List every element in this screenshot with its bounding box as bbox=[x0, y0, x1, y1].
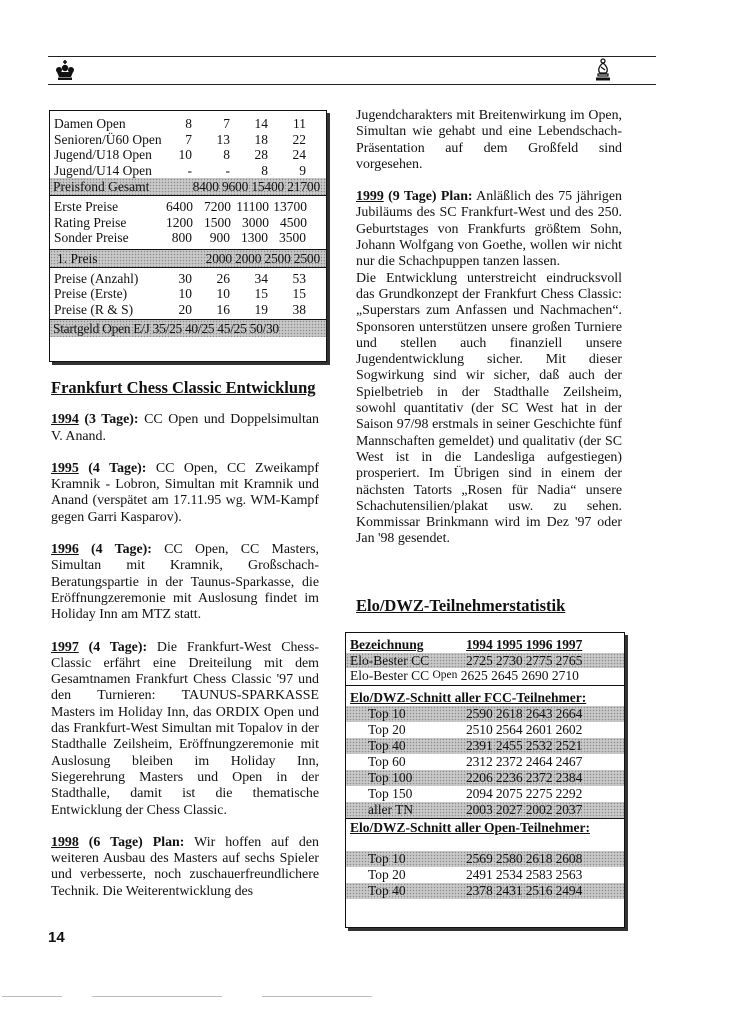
entry-text: CC Open, CC Masters, Simultan mit Kramnik, Großschach-Beratungspartie in der Taunus-Sparkasse, die Eröffnungzeremonie mit Auslosung findet im Holiday Inn am MTZ statt. bbox=[51, 542, 319, 623]
prize-value: 800 bbox=[171, 230, 192, 245]
prize-value: 1300 bbox=[241, 230, 268, 245]
stats-row bbox=[346, 786, 624, 802]
prize-count-row bbox=[50, 286, 326, 302]
entry-text: CC Open und Doppelsimultan V. Anand. bbox=[51, 412, 319, 444]
elo-best-open-label: Elo-Bester CC bbox=[350, 668, 430, 683]
footer-rule-left bbox=[2, 996, 62, 997]
preisfond-label: Preisfond Gesamt bbox=[53, 179, 150, 194]
prize-rows-c bbox=[50, 271, 326, 318]
section2-rows bbox=[346, 851, 624, 899]
prize-value: - bbox=[225, 162, 230, 178]
prize-value: 20 bbox=[178, 301, 192, 317]
section2-title: Elo/DWZ-Schnitt aller Open-Teilnehmer: bbox=[346, 818, 624, 836]
prize-value: 13 bbox=[216, 131, 230, 147]
prize-value: - bbox=[187, 162, 192, 178]
prize-value: 7 bbox=[223, 116, 230, 131]
stats-table bbox=[345, 632, 625, 928]
section1-rows bbox=[346, 706, 624, 818]
stats-header-row bbox=[346, 637, 624, 653]
stats-row bbox=[346, 867, 624, 883]
prize-value: 1500 bbox=[204, 214, 231, 230]
year-1999: 1999 bbox=[356, 189, 384, 205]
stats-row-values: 2569 2580 2618 2608 bbox=[466, 851, 583, 866]
preisfond-values: 8400 9600 15400 21700 bbox=[192, 179, 320, 194]
stats-row-label: Top 10 bbox=[368, 706, 406, 721]
stats-row-label: Top 40 bbox=[368, 883, 406, 898]
prize-count-row bbox=[50, 302, 326, 318]
entry-year: 1994 bbox=[51, 412, 79, 428]
entry-lead: (4 Tage): bbox=[78, 639, 148, 655]
prize-amount-row bbox=[50, 199, 326, 215]
prize-label: Jugend/U18 Open bbox=[54, 147, 152, 162]
chess-bishop-icon bbox=[594, 58, 612, 86]
prize-value: 3000 bbox=[242, 214, 269, 230]
entry-text: CC Open, CC Zweikampf Kramnik - Lobron, Simultan mit Kramnik und Anand (verspätet am 17.11.95 wg. WM-Kampf gegen Garri Kasparov). bbox=[51, 460, 320, 525]
development-entry-1994 bbox=[51, 412, 319, 445]
prize-rows-a bbox=[50, 116, 326, 178]
elo-best-cc-values: 2725 2730 2775 2765 bbox=[466, 652, 583, 668]
prize-value: 1200 bbox=[166, 214, 193, 230]
prize-rows-b bbox=[50, 199, 326, 246]
lead-1999: (9 Tage) Plan: bbox=[383, 189, 473, 205]
prize-value: 10 bbox=[178, 286, 192, 301]
prize-value: 18 bbox=[254, 131, 268, 147]
startgeld-row bbox=[50, 319, 326, 337]
stats-row bbox=[346, 754, 624, 770]
entry-year: 1996 bbox=[51, 542, 79, 558]
stats-header-values: 1994 1995 1996 1997 bbox=[466, 637, 583, 652]
entry-year: 1998 bbox=[51, 834, 79, 850]
elo-best-cc-row bbox=[346, 653, 624, 669]
entry-lead: (4 Tage): bbox=[78, 460, 147, 476]
stats-row bbox=[346, 883, 624, 899]
first-prize-values: 2000 2000 2500 2500 bbox=[205, 250, 320, 266]
development-entry-1998 bbox=[51, 835, 319, 900]
entry-text: Wir hoffen auf den weiteren Ausbau des Masters auf sechs Spieler und verbesserte, noch zuschauerfreundlichere Technik. Die Weiterentwicklung des bbox=[51, 834, 319, 899]
entry-text: Die Frankfurt-West Chess-Classic erfährt eine Dreiteilung mit dem Gesamtnamen Frankfurt Chess Classic '97 und den Turnieren: TAUNUS-SPARKASSE Masters im Holiday Inn, das ORDIX Open und das Frankfurt-West Simultan mit Topalov in der Stadthalle Zeilsheim, Eröffnungzeremonie mit Auslosung bleiben im Holiday Inn, Siegerehrung Masters und Open in der Stadthalle, damit ist die thematische Entwicklung der Chess Classic. bbox=[51, 639, 320, 818]
prize-value: 22 bbox=[292, 131, 306, 147]
prize-label: Preise (Anzahl) bbox=[54, 270, 139, 286]
header-rule-top bbox=[48, 56, 656, 57]
prize-label: Jugend/U14 Open bbox=[54, 162, 152, 178]
prize-amount-row bbox=[50, 230, 326, 246]
prize-count-row bbox=[50, 271, 326, 287]
prize-table bbox=[49, 110, 327, 362]
stats-row-values: 2094 2075 2275 2292 bbox=[466, 786, 583, 801]
prize-label: Erste Preise bbox=[54, 199, 119, 214]
header-rule-bottom bbox=[48, 84, 656, 85]
prize-value: 19 bbox=[254, 301, 268, 317]
development-entries bbox=[51, 412, 319, 900]
category-row bbox=[50, 116, 326, 132]
stats-header-label: Bezeichnung bbox=[350, 637, 424, 652]
prize-value: 15 bbox=[292, 286, 306, 301]
stats-row-label: Top 20 bbox=[368, 722, 406, 737]
prize-value: 53 bbox=[292, 270, 306, 286]
elo-best-open-row bbox=[346, 668, 624, 686]
first-prize-row bbox=[50, 249, 326, 268]
prize-value: 14 bbox=[254, 116, 268, 131]
stats-row-label: Top 150 bbox=[368, 786, 413, 801]
entry-year: 1997 bbox=[51, 639, 79, 655]
first-prize-label: 1. Preis bbox=[57, 250, 98, 266]
stats-heading: Elo/DWZ-Teilnehmerstatistik bbox=[356, 596, 566, 615]
stats-row-values: 2003 2027 2002 2037 bbox=[466, 802, 583, 817]
stats-row-label: aller TN bbox=[368, 802, 414, 817]
startgeld-text: Startgeld Open E/J 35/25 40/25 45/25 50/30 bbox=[53, 321, 279, 336]
prize-label: Preise (R & S) bbox=[54, 301, 134, 317]
prize-value: 10 bbox=[178, 147, 192, 162]
entry-year: 1995 bbox=[51, 460, 79, 476]
prize-label: Rating Preise bbox=[54, 214, 127, 230]
stats-row bbox=[346, 722, 624, 738]
prize-value: 6400 bbox=[166, 199, 193, 214]
stats-row bbox=[346, 738, 624, 754]
prize-value: 7200 bbox=[204, 199, 231, 214]
development-entry-1995 bbox=[51, 461, 319, 526]
prize-value: 11 bbox=[293, 116, 306, 131]
chess-king-icon bbox=[53, 59, 77, 85]
prize-value: 8 bbox=[185, 116, 192, 131]
stats-row-values: 2378 2431 2516 2494 bbox=[466, 883, 583, 898]
stats-row-label: Top 10 bbox=[368, 851, 406, 866]
development-entry-1996 bbox=[51, 542, 319, 623]
development-heading: Frankfurt Chess Classic Entwicklung bbox=[51, 378, 316, 397]
stats-row bbox=[346, 851, 624, 867]
elo-best-open-suffix: Open bbox=[432, 669, 458, 681]
stats-row-values: 2590 2618 2643 2664 bbox=[466, 706, 583, 721]
prize-value: 7 bbox=[185, 131, 192, 147]
prize-label: Sonder Preise bbox=[54, 230, 129, 245]
prize-value: 3500 bbox=[279, 230, 306, 245]
section1-title: Elo/DWZ-Schnitt aller FCC-Teilnehmer: bbox=[350, 690, 587, 705]
prize-value: 10 bbox=[216, 286, 230, 301]
elo-best-cc-label: Elo-Bester CC bbox=[350, 652, 430, 668]
left-column bbox=[51, 380, 319, 916]
entry-lead: (6 Tage) Plan: bbox=[78, 834, 185, 850]
elo-best-open-values: 2625 2645 2690 2710 bbox=[460, 668, 579, 683]
stats-row-label: Top 60 bbox=[368, 754, 406, 769]
category-row bbox=[50, 163, 326, 179]
stats-row bbox=[346, 770, 624, 786]
entry-lead: (4 Tage): bbox=[78, 542, 152, 558]
prize-value: 9 bbox=[299, 162, 306, 178]
stats-row-values: 2491 2534 2583 2563 bbox=[466, 867, 583, 882]
prize-value: 13700 bbox=[273, 199, 307, 214]
prize-value: 34 bbox=[254, 270, 268, 286]
stats-row bbox=[346, 802, 624, 818]
prize-value: 28 bbox=[254, 147, 268, 162]
paragraph-1999 bbox=[356, 189, 622, 270]
prize-amount-row bbox=[50, 215, 326, 231]
prize-value: 8 bbox=[223, 147, 230, 162]
stats-row-values: 2312 2372 2464 2467 bbox=[466, 754, 583, 769]
prize-value: 26 bbox=[216, 270, 230, 286]
stats-row-label: Top 40 bbox=[368, 738, 406, 753]
preisfond-row bbox=[50, 178, 326, 195]
stats-row bbox=[346, 706, 624, 722]
prize-label: Damen Open bbox=[54, 116, 126, 131]
page-number: 14 bbox=[48, 929, 65, 946]
paragraph-development: Die Entwicklung unterstreicht eindrucksvoll das Grundkonzept der Frankfurt Chess Classic: „Superstars zum Anfassen und Nachmachen“. Sponsoren unterstützen unsere großen Turniere und stellen auch finanziell unsere Jugendentwicklung sicher. Mit dieser Sogwirkung sind wir sicher, daß auch der Spielbetrieb in der Stadthalle Zeilsheim, sowohl quantitativ (der SC West hat in der Saison 97/98 erstmals in seiner Geschichte fünf Mannschaften gemeldet) und qualitativ (der SC West ist in die Landesliga aufgestiegen) prosperiert. Im Übrigen sind in einem der nächsten Tatorts „Rosen für Nadia“ unsere Schachutensilien/plakat usw. zu sehen. Kommissar Brinkmann wird im Dez '97 oder Jan '98 gesendet. bbox=[356, 270, 622, 547]
prize-value: 900 bbox=[209, 230, 230, 245]
prize-label: Preise (Erste) bbox=[54, 286, 128, 301]
prize-value: 16 bbox=[216, 301, 230, 317]
prize-value: 38 bbox=[292, 301, 306, 317]
prize-value: 30 bbox=[178, 270, 192, 286]
prize-value: 11100 bbox=[236, 199, 269, 214]
prize-value: 4500 bbox=[280, 214, 307, 230]
prize-value: 8 bbox=[261, 162, 268, 178]
prize-value: 24 bbox=[292, 147, 306, 162]
category-row bbox=[50, 132, 326, 148]
prize-value: 15 bbox=[254, 286, 268, 301]
footer-rule-right bbox=[262, 996, 372, 997]
stats-row-label: Top 100 bbox=[368, 770, 413, 785]
footer-rule-mid bbox=[92, 996, 222, 997]
category-row bbox=[50, 147, 326, 163]
text-1999: Anläßlich des 75 jährigen Jubiläums des SC Frankfurt-West und des 250. Geburtstages von Frankfurts größtem Sohn, Johann Wolfgang von Goethe, wollen wir nicht nur die Schachpuppen tanzen lassen. bbox=[356, 189, 622, 270]
development-entry-1997 bbox=[51, 640, 319, 819]
paragraph-youth: Jugendcharakters mit Breitenwirkung im Open, Simultan wie gehabt und eine Lebendschach-Präsentation auf dem Großfeld sind vorgesehen. bbox=[356, 108, 622, 172]
stats-row-values: 2206 2236 2372 2384 bbox=[466, 770, 583, 785]
stats-row-label: Top 20 bbox=[368, 867, 406, 882]
stats-row-values: 2510 2564 2601 2602 bbox=[466, 722, 583, 737]
entry-lead: (3 Tage): bbox=[78, 412, 139, 428]
prize-label: Senioren/Ü60 Open bbox=[54, 131, 162, 147]
stats-row-values: 2391 2455 2532 2521 bbox=[466, 738, 583, 753]
right-column bbox=[356, 108, 622, 564]
